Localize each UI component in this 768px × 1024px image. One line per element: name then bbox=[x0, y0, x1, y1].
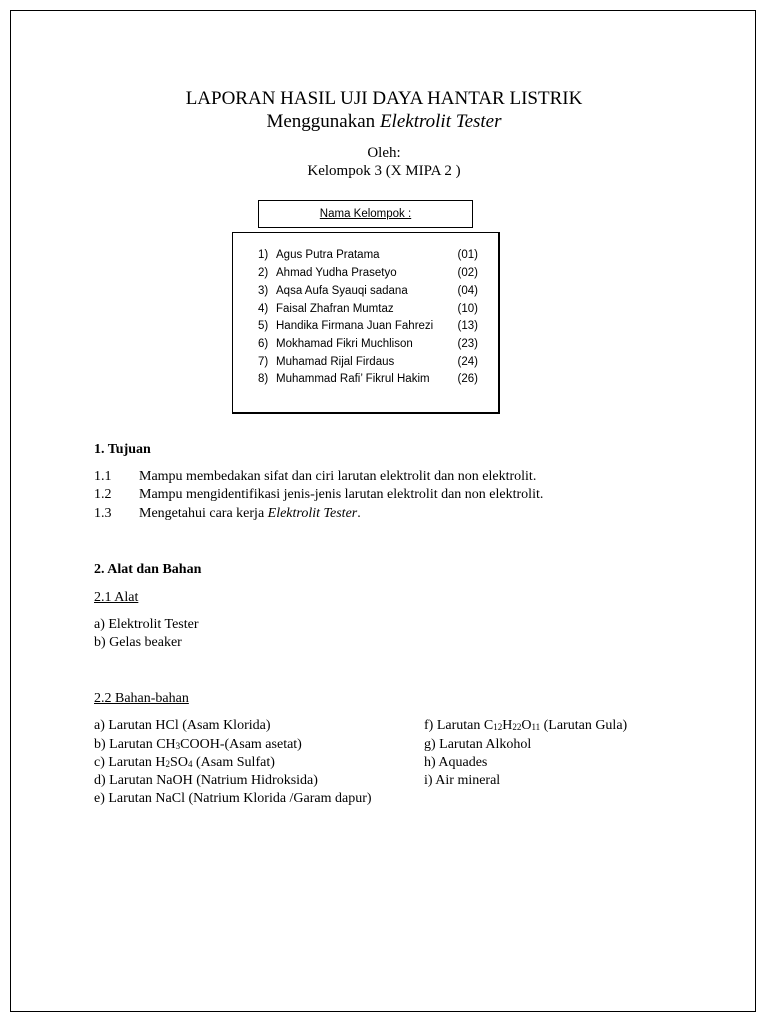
by-label: Oleh: bbox=[367, 145, 401, 161]
member-number: (26) bbox=[457, 373, 478, 385]
tool-item: b) Gelas beaker bbox=[94, 635, 182, 650]
material-text: c) Larutan H bbox=[94, 755, 166, 770]
subtitle-prefix: Menggunakan bbox=[266, 111, 380, 132]
member-index: 1) bbox=[258, 249, 269, 261]
member-row bbox=[258, 303, 482, 321]
subscript: 4 bbox=[187, 759, 193, 769]
material-text: b) Larutan CH bbox=[94, 737, 176, 752]
subsection-heading-bahan: 2.2 Bahan-bahan bbox=[94, 691, 189, 706]
member-name: Faisal Zhafran Mumtaz bbox=[276, 303, 394, 315]
member-index: 3) bbox=[258, 285, 269, 297]
member-index: 6) bbox=[258, 338, 269, 350]
subscript: 3 bbox=[175, 741, 181, 751]
member-row bbox=[258, 267, 482, 285]
member-row bbox=[258, 338, 482, 356]
member-index: 4) bbox=[258, 303, 269, 315]
group-name-box bbox=[258, 200, 473, 228]
member-name: Mokhamad Fikri Muchlison bbox=[276, 338, 413, 350]
objective-text-prefix: Mengetahui cara kerja bbox=[139, 506, 268, 521]
subscript: 11 bbox=[531, 722, 541, 732]
subtitle-italic: Elektrolit Tester bbox=[379, 111, 502, 132]
material-item: h) Aquades bbox=[424, 755, 488, 770]
material-text: (Larutan Gula) bbox=[540, 718, 628, 733]
material-text: (Asam Sulfat) bbox=[192, 755, 275, 770]
report-subtitle bbox=[0, 111, 768, 133]
objective-text: Mampu membedakan sifat dan ciri larutan elektrolit dan non elektrolit. bbox=[139, 469, 537, 484]
objective-text bbox=[139, 506, 361, 522]
subscript: 22 bbox=[512, 722, 522, 732]
tool-item: a) Elektrolit Tester bbox=[94, 617, 199, 632]
member-index: 5) bbox=[258, 320, 269, 332]
material-item: d) Larutan NaOH (Natrium Hidroksida) bbox=[94, 773, 318, 788]
member-index: 7) bbox=[258, 356, 269, 368]
group-name-label: Nama Kelompok : bbox=[319, 208, 412, 220]
material-item bbox=[94, 755, 275, 771]
material-item: i) Air mineral bbox=[424, 773, 501, 788]
member-row bbox=[258, 356, 482, 374]
material-item: g) Larutan Alkohol bbox=[424, 737, 532, 752]
objective-text-italic: Elektrolit Tester bbox=[267, 506, 358, 521]
member-name: Aqsa Aufa Syauqi sadana bbox=[276, 285, 408, 297]
material-text: O bbox=[521, 718, 532, 733]
member-name: Muhamad Rijal Firdaus bbox=[276, 356, 395, 368]
member-name: Agus Putra Pratama bbox=[276, 249, 380, 261]
material-text: f) Larutan C bbox=[424, 718, 494, 733]
member-number: (02) bbox=[457, 267, 478, 279]
member-name: Muhammad Rafi’ Fikrul Hakim bbox=[276, 373, 430, 385]
member-index: 2) bbox=[258, 267, 269, 279]
group-label: Kelompok 3 (X MIPA 2 ) bbox=[307, 163, 461, 179]
objective-text-suffix: . bbox=[357, 506, 361, 521]
material-item bbox=[424, 718, 627, 734]
member-name: Handika Firmana Juan Fahrezi bbox=[276, 320, 434, 332]
member-number: (23) bbox=[457, 338, 478, 350]
objective-text: Mampu mengidentifikasi jenis-jenis larutan elektrolit dan non elektrolit. bbox=[139, 487, 544, 502]
material-text: SO bbox=[170, 755, 188, 770]
report-title: LAPORAN HASIL UJI DAYA HANTAR LISTRIK bbox=[185, 88, 583, 109]
objective-number: 1.2 bbox=[94, 487, 112, 502]
member-row bbox=[258, 249, 482, 267]
material-text: COOH-(Asam asetat) bbox=[180, 737, 302, 752]
material-text: H bbox=[502, 718, 513, 733]
member-row bbox=[258, 285, 482, 303]
subscript: 2 bbox=[165, 759, 171, 769]
section-heading-alat-bahan: 2. Alat dan Bahan bbox=[94, 562, 202, 577]
member-number: (24) bbox=[457, 356, 478, 368]
subsection-heading-alat: 2.1 Alat bbox=[94, 590, 139, 605]
member-row bbox=[258, 373, 482, 391]
member-number: (04) bbox=[457, 285, 478, 297]
subscript: 12 bbox=[493, 722, 503, 732]
member-row bbox=[258, 320, 482, 338]
member-name: Ahmad Yudha Prasetyo bbox=[276, 267, 397, 279]
member-index: 8) bbox=[258, 373, 269, 385]
section-heading-tujuan: 1. Tujuan bbox=[94, 442, 151, 457]
objective-number: 1.1 bbox=[94, 469, 112, 484]
member-number: (13) bbox=[457, 320, 478, 332]
objective-number: 1.3 bbox=[94, 506, 112, 521]
member-number: (10) bbox=[457, 303, 478, 315]
material-item: e) Larutan NaCl (Natrium Klorida /Garam dapur) bbox=[94, 791, 372, 806]
material-item bbox=[94, 737, 302, 753]
material-item: a) Larutan HCl (Asam Klorida) bbox=[94, 718, 271, 733]
member-number: (01) bbox=[457, 249, 478, 261]
